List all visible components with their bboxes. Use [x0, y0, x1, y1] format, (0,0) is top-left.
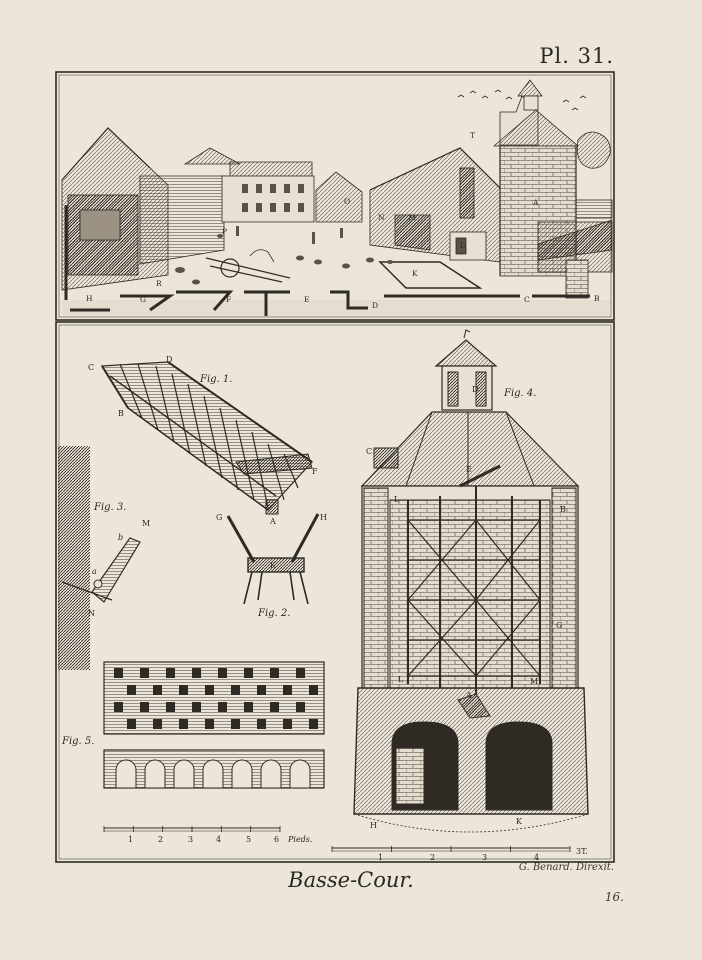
- scale-right-tick-3: 3: [482, 853, 488, 862]
- fig-2-trestle: [228, 514, 318, 604]
- nest-hole: [192, 702, 201, 712]
- fig4-label-L-bottom: L: [398, 675, 404, 684]
- label-D: D: [372, 301, 379, 310]
- fig4-label-D: D: [472, 385, 479, 394]
- nest-hole: [192, 668, 201, 678]
- label-P: P: [222, 227, 228, 236]
- nest-hole: [309, 685, 318, 695]
- nest-hole: [270, 702, 279, 712]
- nest-hole: [257, 719, 266, 729]
- nest-arch: [261, 760, 281, 788]
- farmyard-scene: [62, 80, 612, 316]
- fig-5-caption: Fig. 5.: [62, 736, 95, 747]
- label-E: E: [304, 295, 310, 304]
- fig-5-nest-wall: [104, 662, 324, 788]
- scale-right-labels: [378, 847, 588, 862]
- nest-hole: [179, 719, 188, 729]
- fig-4-dovecote-cutaway: [354, 330, 588, 832]
- nest-hole: [231, 719, 240, 729]
- dovecote-tower: [494, 80, 612, 298]
- fig3-label-b: b: [118, 533, 124, 542]
- label-B: B: [594, 294, 600, 303]
- label-R: R: [156, 279, 162, 288]
- nest-arch: [203, 760, 223, 788]
- fig4-label-B: B: [560, 505, 566, 514]
- scale-left: [104, 826, 280, 832]
- fig4-label-G: G: [556, 621, 563, 630]
- nest-hole: [114, 702, 123, 712]
- label-C: C: [524, 295, 530, 304]
- fig4-label-M: M: [530, 677, 539, 686]
- nest-hole: [218, 668, 227, 678]
- fig4-label-K: K: [516, 817, 522, 826]
- fig4-label-L-top: L: [394, 495, 400, 504]
- nest-hole: [231, 685, 240, 695]
- page-number: 16.: [604, 890, 624, 904]
- nest-hole: [296, 702, 305, 712]
- scale-left-tick-5: 5: [246, 835, 252, 844]
- scale-left-tick-4: 4: [216, 835, 222, 844]
- fig2-label-K: K: [270, 561, 276, 570]
- nest-hole: [257, 685, 266, 695]
- scale-right-tick-4: 4: [534, 853, 540, 862]
- nest-hole: [140, 702, 149, 712]
- fig4-label-C: C: [366, 447, 373, 456]
- nest-arch: [232, 760, 252, 788]
- scale-right-unit: 3T.: [576, 847, 588, 856]
- nest-hole: [127, 719, 136, 729]
- tree: [577, 132, 610, 168]
- label-N: N: [378, 213, 385, 222]
- nest-hole: [166, 702, 175, 712]
- nest-hole: [153, 719, 162, 729]
- fig4-label-E: E: [466, 465, 472, 474]
- fig-2-caption: Fig. 2.: [258, 608, 291, 619]
- label-H: H: [86, 294, 93, 303]
- scale-right: [332, 846, 570, 852]
- fig3-label-a: a: [92, 567, 97, 576]
- scale-right-tick-1: 1: [378, 853, 384, 862]
- fig-4-caption: Fig. 4.: [504, 388, 537, 399]
- label-G: G: [140, 295, 146, 304]
- nest-hole: [179, 685, 188, 695]
- label-K: K: [412, 269, 418, 278]
- fig2-label-H: H: [320, 513, 327, 522]
- nest-hole: [244, 668, 253, 678]
- scale-left-tick-1: 1: [128, 835, 134, 844]
- nest-arch: [290, 760, 310, 788]
- fig1-label-C: C: [88, 363, 95, 372]
- scale-left-tick-6: 6: [274, 835, 280, 844]
- nest-hole: [309, 719, 318, 729]
- nest-hole: [153, 685, 162, 695]
- label-M: M: [408, 213, 416, 222]
- nest-hole: [218, 702, 227, 712]
- nest-hole: [283, 685, 292, 695]
- fig1-label-D: D: [166, 355, 173, 364]
- engraver-credit: G. Benard. Direxit.: [518, 862, 614, 873]
- nest-hole: [283, 719, 292, 729]
- fig3-label-M: M: [142, 519, 151, 528]
- fig-3-wall-perch: [58, 446, 140, 670]
- label-L: L: [460, 241, 465, 250]
- fig3-label-N: N: [88, 609, 95, 618]
- label-A: A: [533, 198, 539, 207]
- right-barn: [370, 148, 500, 262]
- fig-3-caption: Fig. 3.: [94, 502, 127, 513]
- fig1-label-A: A: [270, 517, 276, 526]
- nest-arch: [174, 760, 194, 788]
- label-O: O: [344, 197, 351, 206]
- plate-number: Pl. 31.: [539, 44, 614, 68]
- nest-hole: [244, 702, 253, 712]
- nest-hole: [205, 719, 214, 729]
- nest-hole: [270, 668, 279, 678]
- scale-left-tick-2: 2: [158, 835, 164, 844]
- nest-hole: [114, 668, 123, 678]
- fig2-label-G: G: [216, 513, 223, 522]
- fig1-label-B: B: [118, 409, 124, 418]
- nest-hole: [140, 668, 149, 678]
- nest-hole: [127, 685, 136, 695]
- fig4-label-H: H: [370, 821, 377, 830]
- nest-hole: [166, 668, 175, 678]
- label-F: F: [226, 295, 232, 304]
- fig-1-caption: Fig. 1.: [200, 374, 233, 385]
- scale-left-unit: Pieds.: [288, 835, 313, 844]
- scale-left-labels: [128, 835, 312, 844]
- scale-right-tick-2: 2: [430, 853, 436, 862]
- nest-arch: [145, 760, 165, 788]
- fig4-label-A: A: [466, 691, 472, 700]
- nest-hole: [205, 685, 214, 695]
- scale-left-tick-3: 3: [188, 835, 194, 844]
- fig1-label-F: F: [312, 467, 318, 476]
- plate-title: Basse-Cour.: [288, 868, 414, 892]
- nest-arch: [116, 760, 136, 788]
- label-T: T: [470, 131, 476, 140]
- nest-hole: [296, 668, 305, 678]
